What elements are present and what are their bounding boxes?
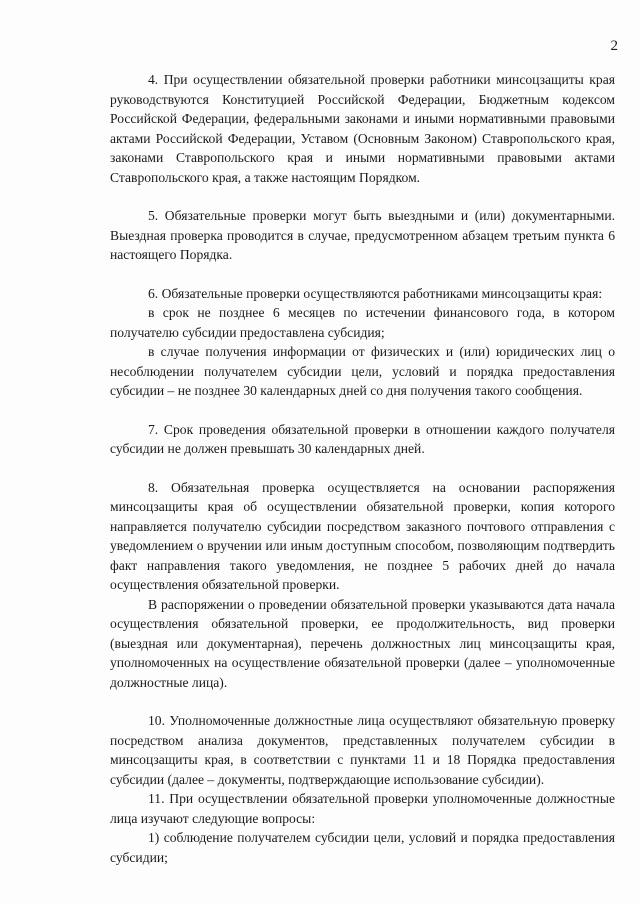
paragraph-6-item-1: в срок не позднее 6 месяцев по истечении финансового года, в котором получателю субсидии предоставлена субсидия; bbox=[110, 305, 615, 340]
paragraph-10: 10. Уполномоченные должностные лица осуществляют обязательную проверку посредством анализа документов, представленных получателем субсидии в минсоцзащиты края, в соответствии с пунктами 11 и 18 Порядка предоставления субсидии (далее – документы, подтверждающие использование субсидии). bbox=[110, 713, 615, 787]
paragraph-8-order: В распоряжении о проведении обязательной проверки указываются дата начала осуществления обязательной проверки, ее продолжительность, вид проверки (выездная или документарная), перечень должностных лиц минсоцзащиты края, уполномоченных на осуществление обязательной проверки (далее – уполномоченные должностные лица). bbox=[110, 596, 615, 690]
page-number: 2 bbox=[610, 38, 618, 54]
paragraph-11: 11. При осуществлении обязательной проверки уполномоченные должностные лица изучают следующие вопросы: bbox=[110, 791, 615, 826]
paragraph-7: 7. Срок проведения обязательной проверки в отношении каждого получателя субсидии не должен превышать 30 календарных дней. bbox=[110, 421, 615, 456]
paragraph-6: 6. Обязательные проверки осуществляются работниками минсоцзащиты края: bbox=[148, 285, 603, 301]
paragraph-11-item-1: 1) соблюдение получателем субсидии цели, условий и порядка предоставления субсидии; bbox=[110, 830, 615, 865]
paragraph-5: 5. Обязательные проверки могут быть выездными и (или) документарными. Выездная проверка проводится в случае, предусмотренном абзацем третьим пункта 6 настоящего Порядка. bbox=[110, 208, 615, 262]
paragraph-4: 4. При осуществлении обязательной проверки работники минсоцзащиты края руководствуются Конституцией Российской Федерации, Бюджетным кодексом Российской Федерации, федеральными законами и иными нормативными правовыми актами Российской Федерации, Уставом (Основным Законом) Ставропольского края, законами Ставропольского края и иными нормативными правовыми актами Ставропольского края, а также настоящим Порядком. bbox=[110, 72, 615, 185]
paragraph-6-item-2: в случае получения информации от физических и (или) юридических лиц о несоблюдении получателем субсидии цели, условий и порядка предоставления субсидии – не позднее 30 календарных дней со дня получения такого сообщения. bbox=[110, 344, 615, 398]
paragraph-8: 8. Обязательная проверка осуществляется на основании распоряжения минсоцзащиты края об осуществлении обязательной проверки, копия которого направляется получателю субсидии посредством заказного почтового отправления с уведомлением о вручении или иным доступным способом, позволяющим подтвердить факт направления такого уведомления, не позднее 5 рабочих дней до начала осуществления обязательной проверки. bbox=[110, 479, 615, 592]
document-body bbox=[110, 70, 615, 867]
